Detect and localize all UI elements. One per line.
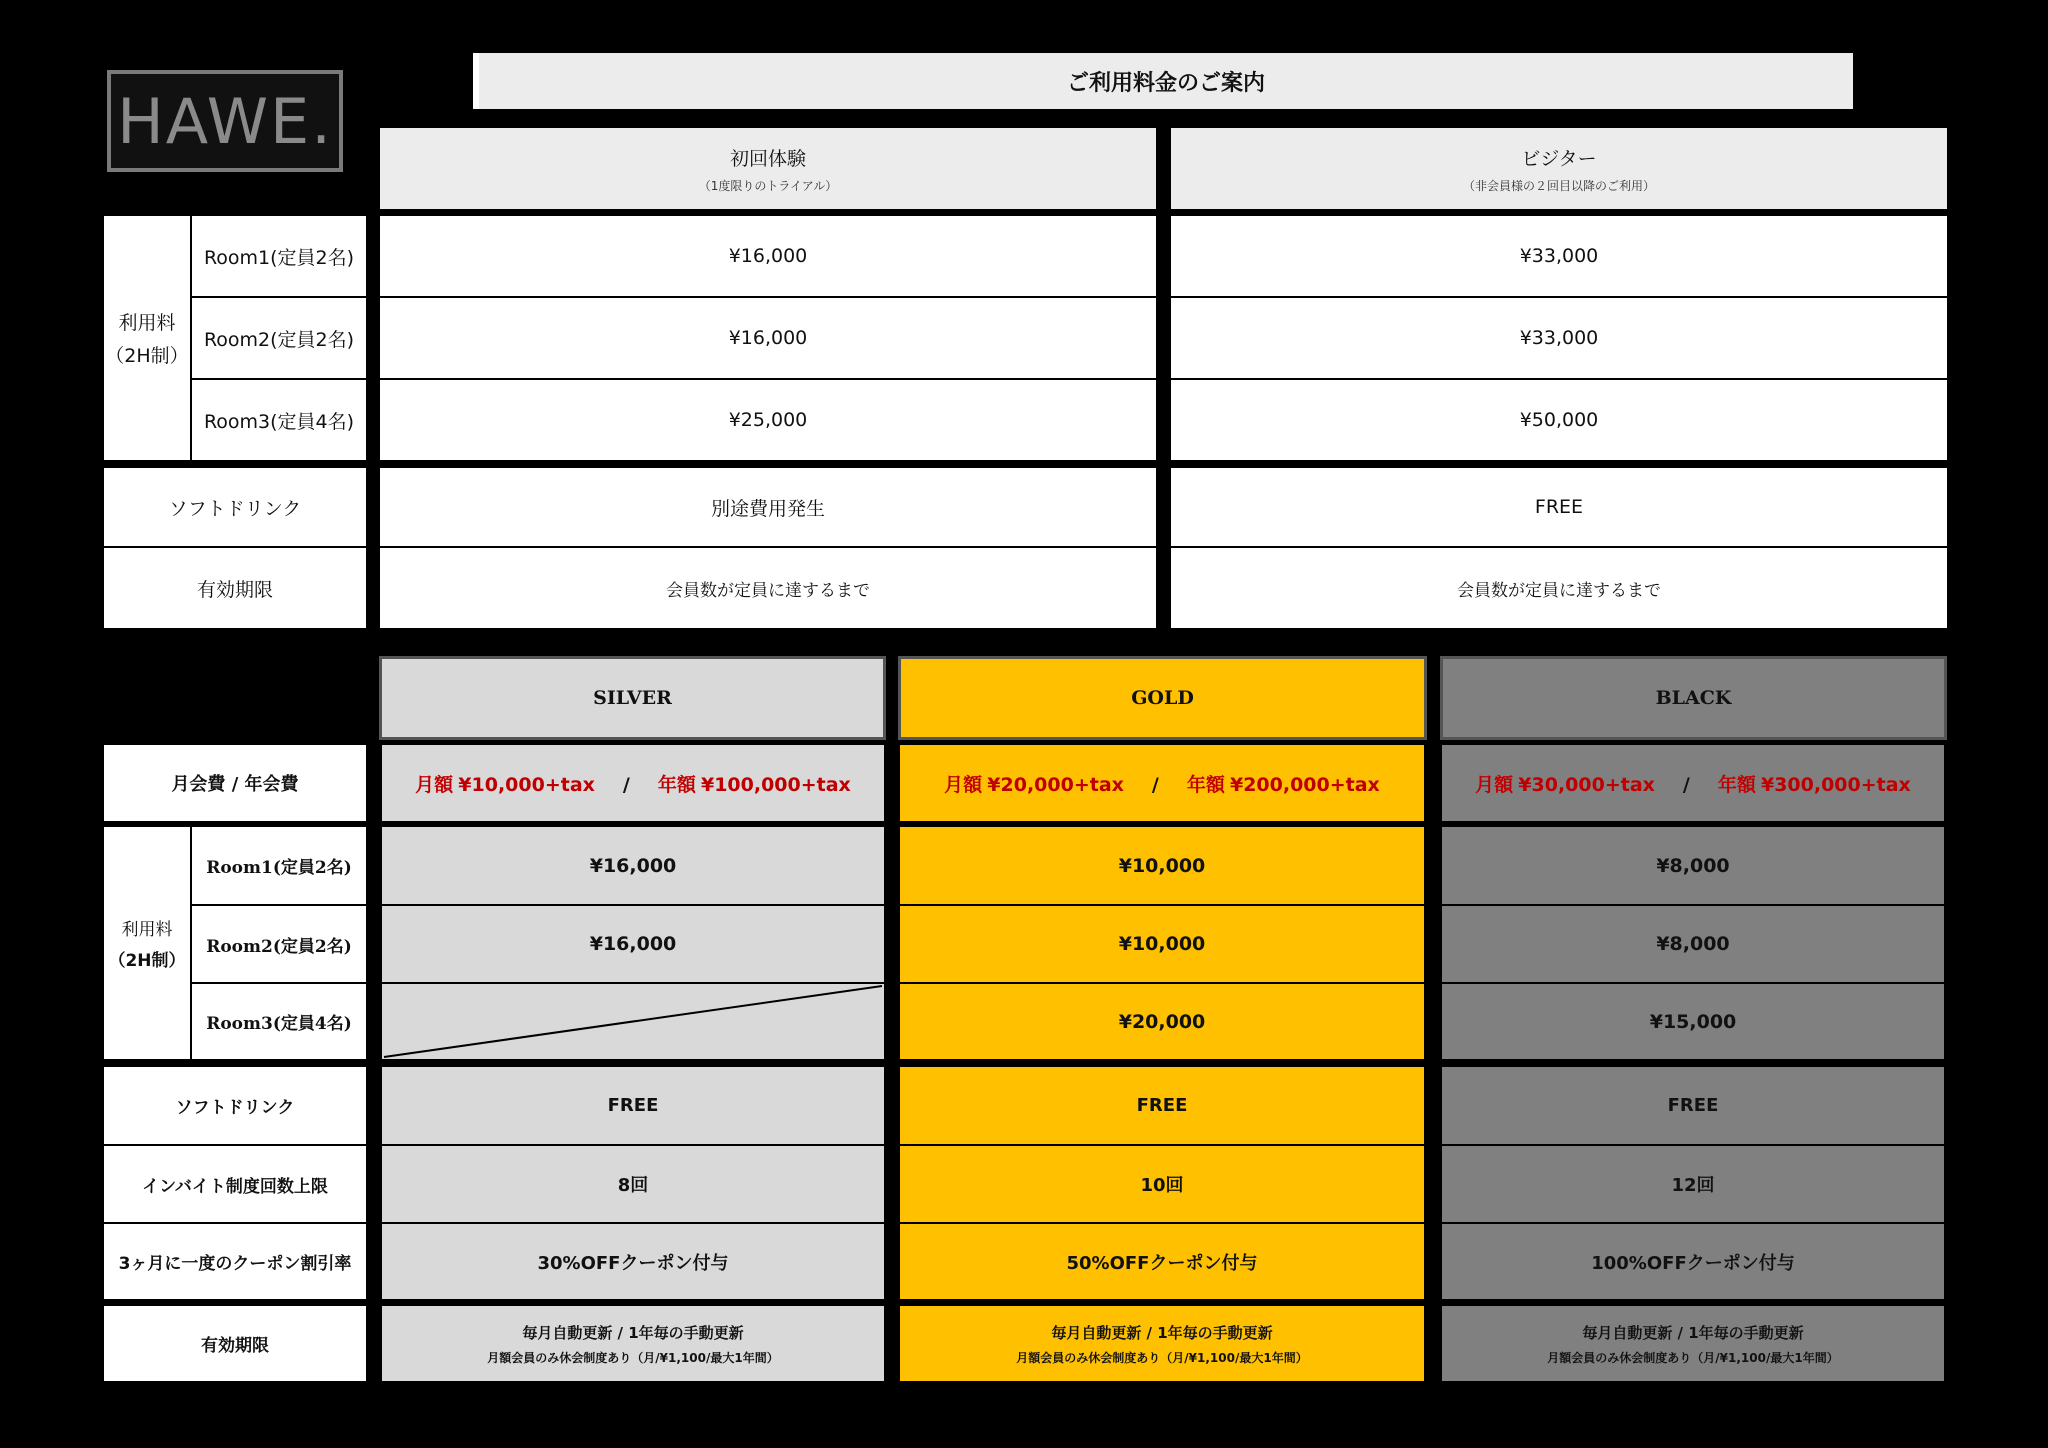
top-room3-label	[192, 380, 366, 460]
invite-label-text: インバイト制度回数上限	[142, 1176, 328, 1197]
bottom-room2-label	[192, 906, 366, 982]
bottom-validity-label	[104, 1306, 366, 1381]
softdrink-value: 別途費用発生	[710, 497, 825, 520]
top-visitor-validity	[1171, 548, 1947, 628]
logo-text: HAWE.	[117, 84, 333, 158]
gold-room1	[900, 827, 1424, 904]
bottom-room1-label-text: Room1(定員2名)	[206, 858, 352, 878]
annual-fee: ¥100,000+tax	[700, 773, 851, 796]
price-value: ¥15,000	[1649, 1010, 1737, 1033]
black-invite	[1442, 1146, 1944, 1222]
tier-name: BLACK	[1655, 687, 1732, 709]
monthly-label: 月額	[944, 773, 983, 796]
price-value: ¥25,000	[728, 409, 808, 431]
black-coupon	[1442, 1224, 1944, 1299]
price-value: ¥10,000	[1118, 933, 1206, 955]
monthly-label: 月額	[415, 773, 454, 796]
softdrink-value: FREE	[1534, 496, 1584, 518]
coupon-label	[104, 1224, 366, 1299]
top-validity-label	[104, 548, 366, 628]
top-trial-room3	[380, 380, 1156, 460]
top-trial-validity	[380, 548, 1156, 628]
top-visitor-room2	[1171, 298, 1947, 378]
top-softdrink-label	[104, 468, 366, 546]
bottom-usage-label	[104, 827, 190, 1059]
silver-coupon	[382, 1224, 884, 1299]
bottom-room1-label	[192, 827, 366, 904]
header-trial-name: 初回体験	[729, 147, 806, 170]
validity-value: 会員数が定員に達するまで	[666, 580, 870, 601]
gold-softdrink	[900, 1067, 1424, 1144]
page-title: ご利用料金のご案内	[1066, 70, 1265, 96]
price-value: ¥33,000	[1519, 245, 1599, 267]
silver-room3-unavailable-diagonal	[382, 984, 884, 1059]
fee-separator: /	[622, 773, 630, 796]
validity-main: 毎月自動更新 / 1年毎の手動更新	[1582, 1323, 1804, 1342]
silver-room2	[382, 906, 884, 982]
bottom-usage-sub-text: （2H制）	[108, 951, 186, 971]
annual-label: 年額	[1717, 773, 1756, 796]
top-usage-label-text: 利用料	[118, 312, 176, 334]
silver-invite	[382, 1146, 884, 1222]
top-room1-label-text: Room1(定員2名)	[203, 246, 355, 269]
tier-name: SILVER	[593, 687, 672, 709]
price-value: ¥16,000	[589, 854, 677, 877]
coupon-value: 50%OFFクーポン付与	[1066, 1252, 1258, 1274]
bottom-room3-label-text: Room3(定員4名)	[206, 1014, 352, 1034]
top-trial-softdrink	[380, 468, 1156, 546]
monthly-label: 月額	[1475, 773, 1514, 796]
black-validity	[1442, 1306, 1944, 1381]
top-softdrink-label-text: ソフトドリンク	[168, 497, 302, 520]
tier-name: GOLD	[1131, 687, 1194, 709]
bottom-room2-label-text: Room2(定員2名)	[206, 936, 352, 957]
top-room2-label	[192, 298, 366, 378]
price-value: ¥10,000	[1118, 854, 1206, 877]
top-usage-label	[104, 216, 190, 460]
validity-sub: 月額会員のみ休会制度あり（月/¥1,100/最大1年間）	[1016, 1350, 1308, 1365]
top-room3-label-text: Room3(定員4名)	[203, 410, 355, 433]
price-value: ¥16,000	[589, 933, 677, 955]
gold-room2	[900, 906, 1424, 982]
header-visitor	[1171, 128, 1947, 209]
fee-silver	[382, 745, 884, 821]
logo	[107, 70, 343, 172]
tier-header-silver	[379, 656, 886, 740]
fee-label-text: 月会費 / 年会費	[171, 774, 299, 795]
header-visitor-name: ビジター	[1521, 147, 1597, 170]
bottom-room3-label	[192, 984, 366, 1059]
price-value: ¥8,000	[1656, 854, 1730, 877]
header-trial-sub: （1度限りのトライアル）	[698, 178, 838, 193]
bottom-usage-label-text: 利用料	[121, 920, 173, 940]
invite-value: 10回	[1140, 1175, 1184, 1196]
monthly-fee: ¥10,000+tax	[458, 773, 595, 796]
invite-label	[104, 1146, 366, 1222]
annual-label: 年額	[657, 773, 696, 796]
header-visitor-sub: （非会員様の２回目以降のご利用）	[1462, 178, 1655, 193]
monthly-fee: ¥20,000+tax	[987, 773, 1124, 796]
monthly-fee: ¥30,000+tax	[1518, 773, 1655, 796]
fee-black	[1442, 745, 1944, 821]
silver-room1	[382, 827, 884, 904]
fee-label	[104, 745, 366, 821]
tier-header-black	[1440, 656, 1947, 740]
coupon-value: 100%OFFクーポン付与	[1591, 1252, 1795, 1274]
bottom-validity-label-text: 有効期限	[201, 1336, 269, 1356]
fee-gold	[900, 745, 1424, 821]
fee-separator: /	[1151, 773, 1159, 796]
price-value: ¥16,000	[728, 245, 808, 267]
top-usage-sub-text: （2H制）	[105, 345, 189, 367]
black-softdrink	[1442, 1067, 1944, 1144]
price-value: ¥16,000	[728, 327, 808, 349]
price-value: ¥50,000	[1519, 409, 1599, 431]
price-value: ¥33,000	[1519, 327, 1599, 349]
coupon-value: 30%OFFクーポン付与	[537, 1252, 729, 1274]
gold-room3	[900, 984, 1424, 1059]
top-visitor-room3	[1171, 380, 1947, 460]
annual-fee: ¥300,000+tax	[1760, 773, 1911, 796]
bottom-softdrink-label	[104, 1067, 366, 1144]
top-room1-label	[192, 216, 366, 296]
softdrink-value: FREE	[1667, 1095, 1719, 1116]
validity-main: 毎月自動更新 / 1年毎の手動更新	[522, 1323, 744, 1342]
invite-value: 8回	[617, 1175, 649, 1196]
top-room2-label-text: Room2(定員2名)	[203, 328, 355, 351]
bottom-softdrink-label-text: ソフトドリンク	[175, 1098, 295, 1118]
annual-label: 年額	[1186, 773, 1225, 796]
silver-softdrink	[382, 1067, 884, 1144]
top-trial-room2	[380, 298, 1156, 378]
coupon-label-text: 3ヶ月に一度のクーポン割引率	[118, 1254, 352, 1274]
top-visitor-room1	[1171, 216, 1947, 296]
annual-fee: ¥200,000+tax	[1229, 773, 1380, 796]
invite-value: 12回	[1671, 1175, 1715, 1196]
softdrink-value: FREE	[607, 1095, 659, 1116]
validity-sub: 月額会員のみ休会制度あり（月/¥1,100/最大1年間）	[487, 1350, 779, 1365]
gold-invite	[900, 1146, 1424, 1222]
validity-value: 会員数が定員に達するまで	[1457, 580, 1661, 601]
gold-coupon	[900, 1224, 1424, 1299]
silver-validity	[382, 1306, 884, 1381]
fee-separator: /	[1682, 773, 1690, 796]
tier-header-gold	[898, 656, 1427, 740]
top-trial-room1	[380, 216, 1156, 296]
black-room1	[1442, 827, 1944, 904]
price-value: ¥20,000	[1118, 1010, 1206, 1033]
gold-validity	[900, 1306, 1424, 1381]
price-value: ¥8,000	[1656, 933, 1730, 955]
black-room3	[1442, 984, 1944, 1059]
softdrink-value: FREE	[1136, 1095, 1188, 1116]
validity-main: 毎月自動更新 / 1年毎の手動更新	[1051, 1323, 1273, 1342]
black-room2	[1442, 906, 1944, 982]
validity-sub: 月額会員のみ休会制度あり（月/¥1,100/最大1年間）	[1547, 1350, 1839, 1365]
top-visitor-softdrink	[1171, 468, 1947, 546]
top-validity-label-text: 有効期限	[196, 578, 273, 601]
title-bar	[473, 53, 1853, 109]
header-trial	[380, 128, 1156, 209]
